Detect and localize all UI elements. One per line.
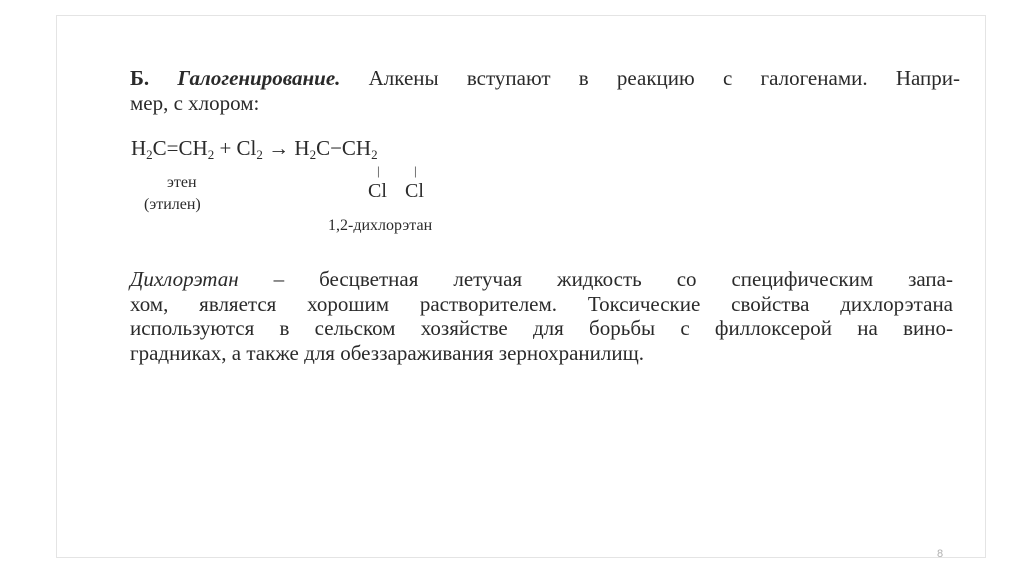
intro-line-1: Алкены вступают в реакцию с галогенами. Напри- [368, 66, 961, 90]
reactant-name-1: этен [167, 174, 197, 191]
eq-rhs-sub2: 2 [371, 147, 378, 162]
paragraph-line-2: хом, является хорошим растворителем. Токсические свойства дихлорэтана [130, 291, 953, 316]
eq-rhs-rest: C−CH [316, 136, 372, 160]
eq-rhs-h: H [294, 136, 310, 160]
bond-line-2: | [414, 163, 417, 178]
paragraph-line-3: используются в сельском хозяйстве для борьбы с филлоксерой на вино- [130, 316, 953, 340]
bond-line-1: | [377, 163, 380, 178]
eq-lhs-sub2: 2 [207, 147, 215, 162]
eq-arrow: → [268, 136, 290, 160]
paragraph-line-4: градниках, а также для обеззараживания зернохранилищ. [130, 340, 645, 365]
paragraph-term: Дихлорэтан [130, 267, 239, 291]
reactant-name-2: (этилен) [144, 196, 201, 213]
eq-cl-sub: 2 [256, 147, 263, 162]
page-number: 8 [937, 548, 944, 560]
section-heading-line [130, 66, 960, 91]
reaction-equation [131, 135, 378, 161]
eq-lhs-sub1: 2 [146, 147, 153, 162]
description-paragraph [130, 267, 953, 365]
paragraph-line-1-text: – бесцветная летучая жидкость со специфическим запа- [238, 267, 953, 291]
section-title: Галогенирование. [177, 66, 341, 90]
eq-lhs-rest: C=CH [152, 136, 208, 160]
eq-rhs-sub1: 2 [309, 147, 317, 162]
paragraph-line-1 [130, 267, 953, 292]
chlorine-2: Cl [405, 180, 424, 202]
product-name: 1,2-дихлорэтан [328, 217, 433, 234]
chlorine-1: Cl [368, 180, 387, 202]
eq-plus-cl: + Cl [219, 136, 257, 160]
intro-line-2: мер, с хлором: [130, 91, 260, 115]
section-label: Б. [130, 66, 150, 90]
eq-lhs-h: H [131, 136, 147, 160]
